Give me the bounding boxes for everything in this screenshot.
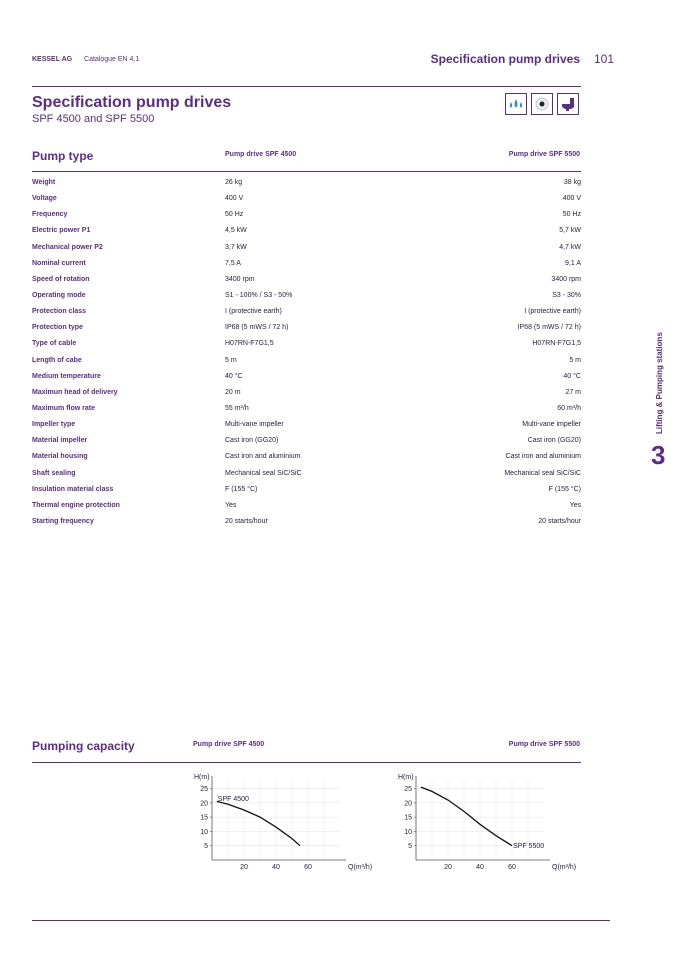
table-row <box>32 209 581 225</box>
x-tick-label: 60 <box>304 864 312 871</box>
table-row <box>32 338 581 354</box>
table-header-spf5500: Pump drive SPF 5500 <box>508 151 580 158</box>
application-icons <box>505 93 579 115</box>
spec-value-spf5500: Yes <box>569 501 581 509</box>
table-row <box>32 322 581 338</box>
page-subtitle: SPF 4500 and SPF 5500 <box>32 113 155 125</box>
series-label: SPF 5500 <box>513 843 545 851</box>
spec-label: Maximun head of delivery <box>32 388 118 396</box>
running-header-section <box>431 52 580 66</box>
spec-value-spf5500: IP68 (5 mWS / 72 h) <box>517 324 581 332</box>
y-tick-label: 15 <box>200 814 208 822</box>
spec-label: Material impeller <box>32 437 88 445</box>
spec-value-spf4500: 20 m <box>225 388 241 396</box>
table-row <box>32 419 581 435</box>
water-drops-icon <box>505 93 527 115</box>
y-tick-label: 25 <box>200 786 208 794</box>
table-row <box>32 306 581 322</box>
pump-curve-chart-spf4500 <box>190 770 380 876</box>
catalogue-label: Catalogue EN 4.1 <box>84 56 140 63</box>
spec-value-spf4500: 3400 rpm <box>225 275 255 283</box>
x-tick-label: 20 <box>240 864 248 871</box>
spec-value-spf5500: Multi-vane impeller <box>522 421 581 429</box>
x-tick-label: 20 <box>444 864 452 871</box>
table-row <box>32 451 581 467</box>
spec-value-spf4500: IP68 (5 mWS / 72 h) <box>225 324 289 332</box>
spec-value-spf4500: Cast iron (GG20) <box>225 437 279 445</box>
spec-value-spf4500: I (protective earth) <box>225 308 282 316</box>
x-axis-label: Q(m³/h) <box>348 864 373 871</box>
spec-value-spf4500: H07RN-F7G1,5 <box>225 340 274 348</box>
page-title: Specification pump drives <box>32 94 232 111</box>
spec-label: Protection type <box>32 324 83 332</box>
header-divider <box>32 86 581 87</box>
table-row <box>32 242 581 258</box>
spec-label: Voltage <box>32 195 57 203</box>
section-title: Specification pump drives <box>430 52 580 66</box>
spec-value-spf5500: 50 Hz <box>562 211 581 219</box>
pumping-capacity-col2: Pump drive SPF 5500 <box>508 741 580 748</box>
table-row <box>32 274 581 290</box>
spec-value-spf4500: 400 V <box>225 195 244 203</box>
table-divider <box>32 171 581 172</box>
spec-label: Weight <box>32 179 56 186</box>
spec-value-spf5500: 5,7 kW <box>559 227 581 235</box>
spec-value-spf5500: S3 - 30% <box>552 291 581 299</box>
spec-value-spf4500: 7,5 A <box>225 259 241 267</box>
spec-value-spf4500: Cast iron and aluminium <box>225 453 301 461</box>
x-tick-label: 40 <box>272 864 280 871</box>
spec-value-spf5500: H07RN-F7G1,5 <box>532 340 581 348</box>
table-row <box>32 177 581 193</box>
x-tick-label: 60 <box>508 864 516 871</box>
spec-label: Medium temperature <box>32 372 101 380</box>
pumping-capacity-col1: Pump drive SPF 4500 <box>193 741 265 748</box>
spec-label: Thermal engine protection <box>32 501 120 509</box>
y-tick-label: 25 <box>404 786 412 794</box>
spec-label: Frequency <box>32 211 68 219</box>
y-tick-label: 10 <box>404 828 412 836</box>
spec-label: Length of cabe <box>32 356 82 364</box>
series-line <box>217 801 300 845</box>
spec-value-spf4500: 3,7 kW <box>225 243 247 251</box>
table-row <box>32 371 581 387</box>
footer-divider <box>32 920 610 921</box>
spec-value-spf4500: Yes <box>225 501 237 509</box>
table-row <box>32 435 581 451</box>
table-row <box>32 225 581 241</box>
y-tick-label: 10 <box>200 828 208 836</box>
x-axis-label: Q(m³/h) <box>552 864 577 871</box>
spec-value-spf5500: 4,7 kW <box>559 243 581 251</box>
running-header-left <box>32 56 139 63</box>
series-line <box>421 787 512 846</box>
spec-value-spf5500: 20 starts/hour <box>538 517 581 525</box>
y-axis-label: H(m) <box>194 774 210 781</box>
spec-label: Impeller type <box>32 421 76 429</box>
table-row <box>32 193 581 209</box>
spec-value-spf4500: Mechanical seal SiC/SiC <box>225 469 302 477</box>
spec-value-spf4500: Multi-vane impeller <box>225 421 284 429</box>
y-axis-label: H(m) <box>398 774 414 781</box>
table-row <box>32 355 581 371</box>
pumping-capacity-title: Pumping capacity <box>32 739 135 753</box>
spec-label: Shaft sealing <box>32 469 76 477</box>
spec-label: Nominal current <box>32 259 86 267</box>
spec-value-spf4500: 50 Hz <box>225 211 244 219</box>
y-tick-label: 20 <box>404 800 412 808</box>
table-row <box>32 500 581 516</box>
spec-value-spf5500: 60 m³/h <box>557 404 581 412</box>
spec-value-spf5500: 27 m <box>565 388 581 396</box>
spec-value-spf5500: Cast iron and aluminium <box>505 453 581 461</box>
spec-value-spf5500: 40 °C <box>563 372 581 380</box>
spec-label: Insulation material class <box>32 485 114 493</box>
y-tick-label: 5 <box>204 843 208 851</box>
side-tab-label: Lifting & Pumping stations <box>655 332 664 434</box>
spec-label: Material housing <box>32 453 88 461</box>
toilet-icon <box>557 93 579 115</box>
pump-curve-chart-spf5500 <box>394 770 584 876</box>
page-number: 101 <box>593 52 614 66</box>
spec-label: Speed of rotation <box>32 275 90 283</box>
spec-value-spf5500: 38 kg <box>563 179 581 186</box>
spec-label: Starting frequency <box>32 517 94 525</box>
y-tick-label: 15 <box>404 814 412 822</box>
spec-value-spf5500: F (155 °C) <box>548 485 581 493</box>
spec-value-spf4500: 55 m³/h <box>225 404 249 412</box>
spec-label: Mechanical power P2 <box>32 243 103 251</box>
table-row <box>32 484 581 500</box>
pumping-capacity-divider <box>32 762 581 763</box>
series-label: SPF 4500 <box>217 795 249 803</box>
spec-value-spf4500: 26 kg <box>225 179 243 186</box>
table-header-pump-type: Pump type <box>32 149 94 163</box>
spec-value-spf4500: 5 m <box>225 356 237 364</box>
spec-label: Operating mode <box>32 291 86 299</box>
table-row <box>32 468 581 484</box>
side-tab-number: 3 <box>651 440 666 470</box>
spec-value-spf4500: 20 starts/hour <box>225 517 268 525</box>
table-row <box>32 516 581 532</box>
spec-value-spf4500: F (155 °C) <box>225 485 258 493</box>
spec-value-spf5500: I (protective earth) <box>524 308 581 316</box>
spec-value-spf5500: Cast iron (GG20) <box>527 437 581 445</box>
y-tick-label: 5 <box>408 843 412 851</box>
spec-value-spf4500: S1 - 100% / S3 - 50% <box>225 291 293 299</box>
table-row <box>32 403 581 419</box>
table-row <box>32 258 581 274</box>
table-row <box>32 387 581 403</box>
table-row <box>32 290 581 306</box>
spec-label: Type of cable <box>32 340 77 348</box>
x-tick-label: 40 <box>476 864 484 871</box>
spec-label: Electric power P1 <box>32 227 91 235</box>
spec-value-spf4500: 40 °C <box>225 372 243 380</box>
spec-value-spf5500: 400 V <box>562 195 581 203</box>
target-dot-icon <box>531 93 553 115</box>
spec-value-spf5500: 5 m <box>569 356 581 364</box>
spec-table <box>32 177 581 532</box>
spec-value-spf5500: 3400 rpm <box>551 275 581 283</box>
y-tick-label: 20 <box>200 800 208 808</box>
company-name: KESSEL AG <box>32 56 73 63</box>
spec-value-spf4500: 4,5 kW <box>225 227 247 235</box>
spec-label: Maximum flow rate <box>32 404 96 412</box>
table-header-spf4500: Pump drive SPF 4500 <box>225 151 297 158</box>
spec-value-spf5500: 9,1 A <box>565 259 581 267</box>
spec-label: Protection class <box>32 308 87 316</box>
spec-value-spf5500: Mechanical seal SiC/SiC <box>504 469 581 477</box>
